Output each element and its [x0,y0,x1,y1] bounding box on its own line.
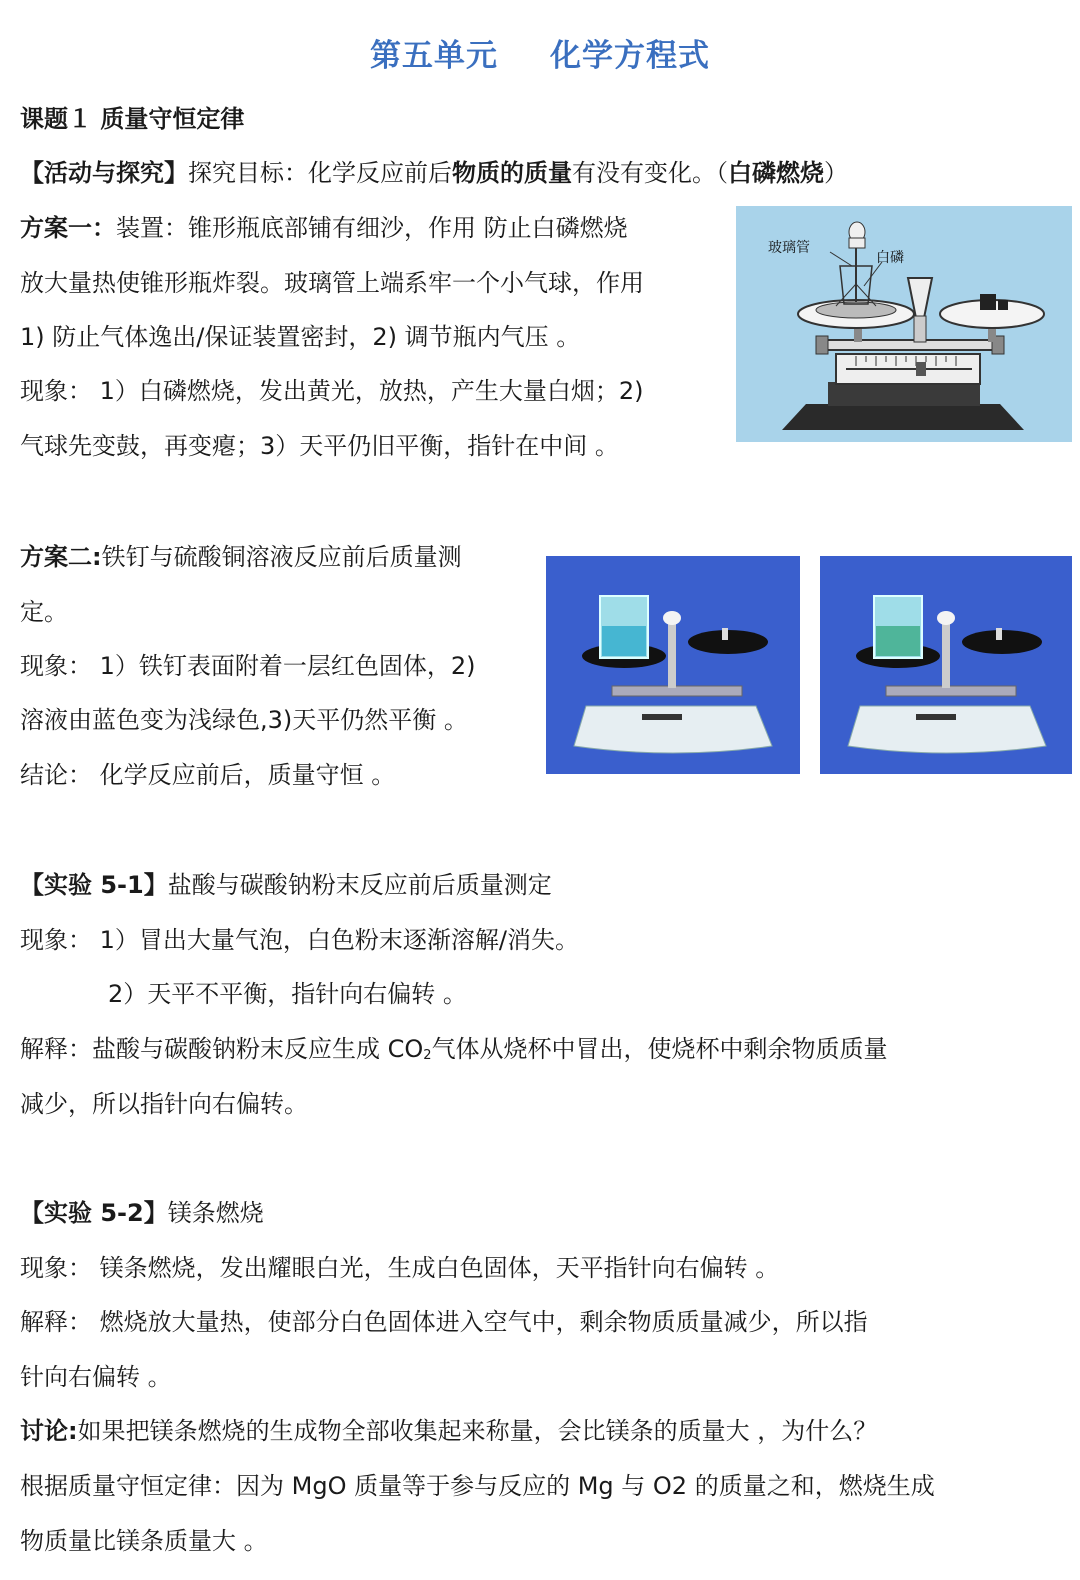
exp51-line3-post: 气体从烧杯中冒出，使烧杯中剩余物质质量 [431,1035,888,1063]
exp52-heading [20,1196,264,1230]
plan1-label: 方案一： [20,214,116,242]
exp52-line3: 针向右偏转 。 [20,1363,172,1391]
page-title [0,30,1080,75]
exp51-line3-pre: 解释：盐酸与碳酸钠粉末反应生成 CO [20,1035,424,1063]
plan1-line1 [20,211,628,245]
activity-bold: 物质的质量 [452,159,572,187]
discussion-label: 讨论: [20,1417,78,1445]
unit-title: 第五单元 [370,38,498,74]
balance-photo-before [546,556,800,774]
plan1-line2: 放大量热使锥形瓶炸裂。玻璃管上端系牢一个小气球，作用 [20,269,644,297]
plan2-line5: 结论： 化学反应前后，质量守恒 。 [20,761,396,789]
discussion-text: 如果把镁条燃烧的生成物全部收集起来称量，会比镁条的质量大 ，为什么？ [77,1417,878,1445]
exp52-title: 镁条燃烧 [167,1199,264,1227]
balance-flask-figure [736,206,1072,442]
exp52-label: 【实验 5-2】 [20,1199,168,1227]
co2-subscript: 2 [423,1048,432,1063]
plan1-line5: 气球先变鼓，再变瘪；3）天平仍旧平衡，指针在中间 。 [20,432,619,460]
exp51-line3 [20,1032,888,1073]
label-white-phosphorus: 白磷 [876,250,904,266]
activity-pre: 探究目标：化学反应前后 [188,159,452,187]
exp51-line4: 减少，所以指针向右偏转。 [20,1090,308,1118]
plan2-line4: 溶液由蓝色变为浅绿色,3)天平仍然平衡 。 [20,706,468,734]
plan2-line1 [20,540,462,574]
topic-title: 化学方程式 [550,38,710,74]
activity-post: 有没有变化。（ [572,159,728,187]
exp51-line1: 现象： 1）冒出大量气泡，白色粉末逐渐溶解/消失。 [20,926,579,954]
exp52-line2: 解释： 燃烧放大量热，使部分白色固体进入空气中，剩余物质质量减少，所以指 [20,1308,868,1336]
activity-end: ） [824,159,848,187]
plan1-line3: 1) 防止气体逸出/保证装置密封，2) 调节瓶内气压 。 [20,323,581,351]
exp52-line1: 现象： 镁条燃烧，发出耀眼白光，生成白色固体，天平指针向右偏转 。 [20,1254,780,1282]
label-glass-tube: 玻璃管 [768,240,810,256]
balance-photo-after [820,556,1072,774]
exp51-line2: 2）天平不平衡，指针向右偏转 。 [108,980,467,1008]
activity-bold2: 白磷燃烧 [728,159,824,187]
plan2-line2: 定。 [20,598,68,626]
exp52-discussion [20,1414,877,1448]
plan2-line3: 现象： 1）铁钉表面附着一层红色固体，2) [20,652,476,680]
activity-line [20,156,848,190]
exp52-line6: 物质量比镁条质量大 。 [20,1527,268,1555]
activity-label: 【活动与探究】 [20,159,188,187]
exp51-heading [20,868,552,902]
exp51-label: 【实验 5-1】 [20,871,168,899]
plan2-label: 方案二: [20,543,102,571]
plan1-text1: 装置：锥形瓶底部铺有细沙，作用 防止白磷燃烧 [116,214,628,242]
exp51-title: 盐酸与碳酸钠粉末反应前后质量测定 [167,871,552,899]
lesson-heading: 课题１ 质量守恒定律 [20,105,245,133]
plan2-text1: 铁钉与硫酸铜溶液反应前后质量测 [101,543,462,571]
plan1-line4: 现象： 1）白磷燃烧，发出黄光，放热，产生大量白烟；2) [20,377,644,405]
exp52-line5: 根据质量守恒定律：因为 MgO 质量等于参与反应的 Mg 与 O2 的质量之和，燃烧生成 [20,1472,935,1500]
